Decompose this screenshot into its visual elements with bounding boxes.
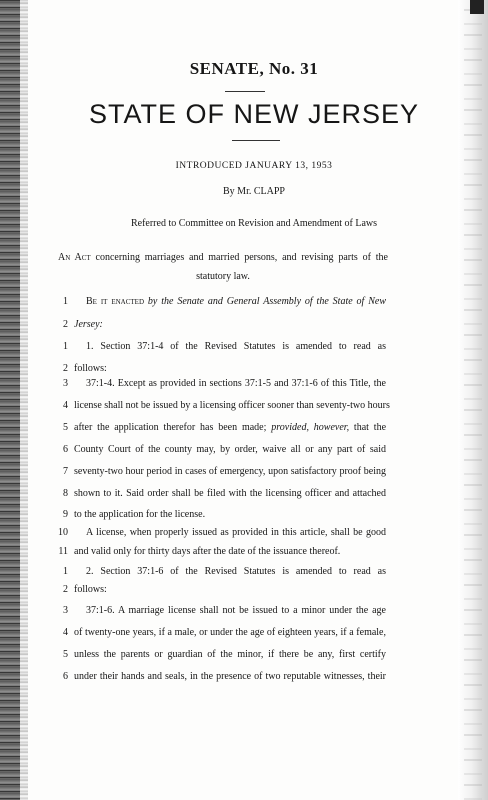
line-text: of twenty-one years, if a male, or under the age of eighteen years, if a female, xyxy=(74,627,386,638)
act-text: concerning marriages and married persons, and revising parts of the statutory law. xyxy=(90,252,388,282)
line-number: 10 xyxy=(58,527,68,538)
line-number: 11 xyxy=(58,546,68,557)
committee-referral: Referred to Committee on Revision and Amendment of Laws xyxy=(130,218,378,229)
bill-line xyxy=(0,400,488,414)
bill-line xyxy=(0,649,488,663)
line-text: follows: xyxy=(74,363,107,374)
line-text xyxy=(86,296,386,307)
line-number: 5 xyxy=(63,649,68,660)
bill-line xyxy=(0,488,488,502)
enacting-prefix: Be it enacted xyxy=(86,296,144,307)
line-number: 1 xyxy=(63,566,68,577)
bill-line xyxy=(0,566,488,580)
line-text xyxy=(74,422,386,433)
line-text: under their hands and seals, in the presence of two reputable witnesses, their xyxy=(74,671,386,682)
line-text-italic: Jersey: xyxy=(74,319,103,330)
line-number: 8 xyxy=(63,488,68,499)
line-text: to the application for the license. xyxy=(74,509,206,520)
enacting-clause: by the Senate and General Assembly of the State of New xyxy=(144,296,386,307)
sponsor: By Mr. CLAPP xyxy=(223,186,285,197)
bill-line xyxy=(0,627,488,641)
line-text: County Court of the county may, by order, waive all or any part of said xyxy=(74,444,386,455)
line-number: 1 xyxy=(63,296,68,307)
line-text: 1. Section 37:1-4 of the Revised Statutes is amended to read as xyxy=(86,341,386,352)
line-number: 4 xyxy=(63,400,68,411)
line-text-part: that the xyxy=(349,422,387,433)
bill-line xyxy=(0,444,488,458)
act-prefix: An Act xyxy=(58,252,91,263)
line-number: 1 xyxy=(63,341,68,352)
line-number: 6 xyxy=(63,671,68,682)
line-number: 2 xyxy=(63,319,68,330)
line-text: 37:1-4. Except as provided in sections 37:1-5 and 37:1-6 of this Title, the xyxy=(86,378,386,389)
line-text: 2. Section 37:1-6 of the Revised Statutes is amended to read as xyxy=(86,566,386,577)
line-number: 6 xyxy=(63,444,68,455)
bill-line xyxy=(0,671,488,685)
line-text xyxy=(74,319,386,330)
line-text: follows: xyxy=(74,584,107,595)
bill-line xyxy=(0,466,488,480)
bill-line xyxy=(0,378,488,392)
line-text: seventy-two hour period in cases of emergency, upon satisfactory proof being xyxy=(74,466,386,477)
proviso-italic: provided, however, xyxy=(271,422,350,433)
bill-number: SENATE, No. 31 xyxy=(189,59,319,78)
bill-line xyxy=(0,341,488,355)
bill-line xyxy=(0,605,488,619)
line-number: 7 xyxy=(63,466,68,477)
line-text-part: after the application therefor has been made; xyxy=(74,422,272,433)
line-text: A license, when properly issued as provided in this article, shall be good xyxy=(86,527,386,538)
bill-line xyxy=(0,584,488,598)
line-number: 3 xyxy=(63,378,68,389)
line-number: 2 xyxy=(63,584,68,595)
line-text: 37:1-6. A marriage license shall not be issued to a minor under the age xyxy=(86,605,386,616)
line-text: license shall not be issued by a licensing officer sooner than seventy-two hours xyxy=(74,400,390,411)
state-title: STATE OF NEW JERSEY xyxy=(88,99,420,129)
line-text: and valid only for thirty days after the date of the issuance thereof. xyxy=(74,546,341,557)
line-number: 2 xyxy=(63,363,68,374)
line-number: 9 xyxy=(63,509,68,520)
line-number: 3 xyxy=(63,605,68,616)
line-number: 4 xyxy=(63,627,68,638)
line-number: 5 xyxy=(63,422,68,433)
bill-line xyxy=(0,319,488,333)
bill-line xyxy=(0,509,488,523)
line-text: unless the parents or guardian of the minor, if there be any, first certify xyxy=(74,649,386,660)
bill-line xyxy=(0,363,488,377)
bill-line xyxy=(0,546,488,560)
bill-line xyxy=(0,422,488,436)
bill-line xyxy=(0,296,488,310)
bill-line xyxy=(0,527,488,541)
line-text: shown to it. Said order shall be filed with the licensing officer and attached xyxy=(74,488,386,499)
introduced-date: INTRODUCED JANUARY 13, 1953 xyxy=(175,161,333,171)
